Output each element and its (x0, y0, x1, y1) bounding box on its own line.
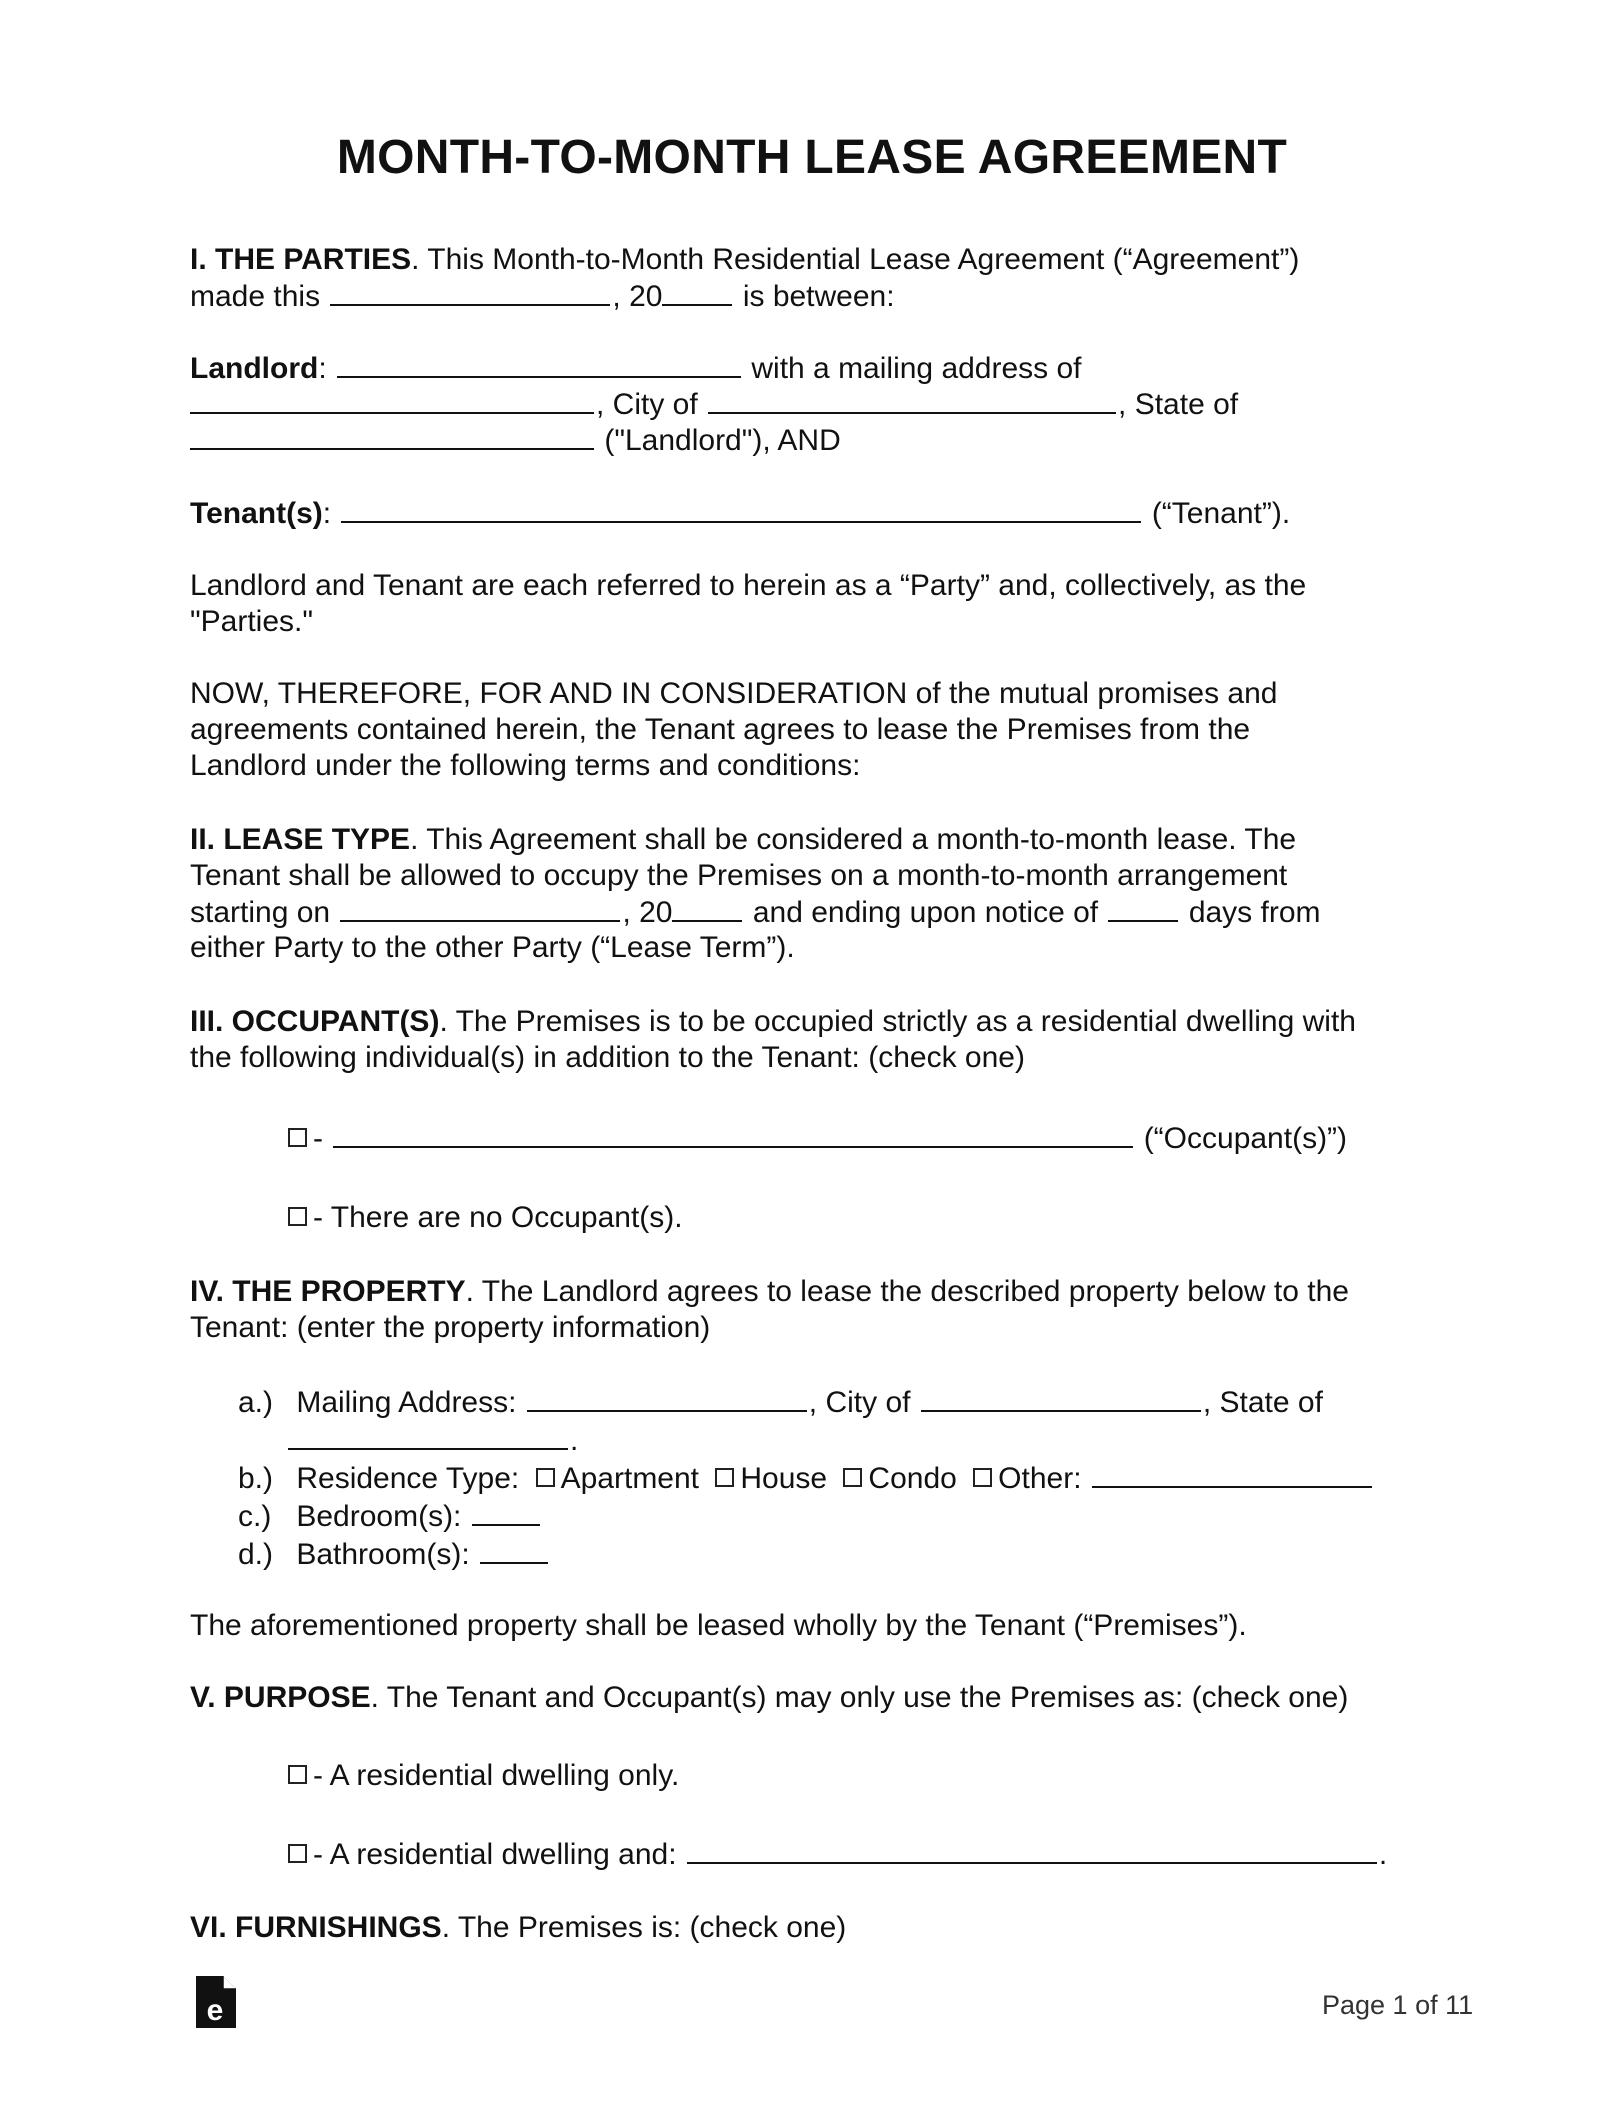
city-of-label: , City of (596, 388, 698, 421)
landlord-colon: : (318, 352, 327, 385)
condo-checkbox[interactable] (843, 1468, 862, 1487)
purpose-text-1: . The Tenant and Occupant(s) may only use the Premises as: (check one) (370, 1681, 1349, 1714)
item-d-label: d.) (238, 1538, 274, 1571)
is-between-label: is between: (742, 280, 895, 313)
property-item-a (238, 1384, 1323, 1421)
section-heading-parties: I. THE PARTIES (190, 243, 412, 276)
landlord-state-blank[interactable] (190, 422, 594, 450)
residential-only-checkbox[interactable] (288, 1765, 307, 1784)
notice-days-blank[interactable] (1108, 894, 1178, 922)
landlord-line-1 (190, 350, 1082, 387)
occupants-option-1-prefix: - (313, 1122, 323, 1155)
lease-type-text-1: . This Agreement shall be considered a month-to-month lease. The (410, 823, 1297, 856)
document-title: MONTH-TO-MONTH LEASE AGREEMENT (336, 131, 1288, 184)
tenant-colon: : (322, 497, 332, 530)
party-def-line-2: "Parties." (190, 605, 314, 638)
lease-type-line-2: Tenant shall be allowed to occupy the Premises on a month-to-month arrangement (190, 859, 1288, 892)
premises-definition: The aforementioned property shall be leased wholly by the Tenant (“Premises”). (190, 1609, 1247, 1642)
apartment-label: Apartment (560, 1462, 700, 1495)
apartment-checkbox[interactable] (536, 1468, 555, 1487)
property-item-d (238, 1536, 550, 1573)
property-text-1: . The Landlord agrees to lease the described property below to the (465, 1275, 1349, 1308)
condo-label: Condo (868, 1462, 957, 1495)
state-of-label: , State of (1118, 388, 1239, 421)
parties-line-2 (190, 278, 895, 315)
days-from-label: days from (1188, 896, 1321, 929)
house-checkbox[interactable] (715, 1468, 734, 1487)
start-year-blank[interactable] (672, 894, 742, 922)
occupants-option-2 (288, 1200, 683, 1236)
other-checkbox[interactable] (973, 1468, 992, 1487)
agreement-date-blank[interactable] (330, 278, 610, 306)
occupants-named-checkbox[interactable] (288, 1128, 307, 1147)
property-state-blank[interactable] (288, 1422, 568, 1450)
bedrooms-label: Bedroom(s): (296, 1500, 462, 1533)
no-occupants-checkbox[interactable] (288, 1207, 307, 1226)
property-item-b (238, 1460, 1374, 1497)
parties-text-1: . This Month-to-Month Residential Lease Agreement (“Agreement”) (411, 243, 1300, 276)
property-item-c (238, 1498, 542, 1535)
start-date-blank[interactable] (340, 894, 620, 922)
property-city-blank[interactable] (921, 1384, 1201, 1412)
purpose-option-2 (288, 1836, 1387, 1873)
purpose-line-1 (190, 1680, 1348, 1716)
landlord-line-3 (190, 422, 841, 459)
now-therefore-line-1: NOW, THEREFORE, FOR AND IN CONSIDERATION of the mutual promises and (190, 677, 1278, 710)
landlord-line-2 (190, 386, 1238, 423)
landlord-city-blank[interactable] (708, 386, 1116, 414)
lease-type-line-1 (190, 822, 1296, 858)
occupant-names-blank[interactable] (333, 1120, 1133, 1148)
property-address-blank[interactable] (527, 1384, 807, 1412)
property-line-2: Tenant: (enter the property information) (190, 1311, 711, 1344)
purpose-period: . (1378, 1838, 1388, 1871)
property-line-1 (190, 1274, 1349, 1310)
occupants-text-1: . The Premises is to be occupied strictly as a residential dwelling with (439, 1005, 1356, 1038)
bedrooms-blank[interactable] (472, 1498, 540, 1526)
now-therefore-line-3: Landlord under the following terms and conditions: (190, 749, 861, 782)
item-a-label: a.) (238, 1386, 274, 1419)
residential-and-checkbox[interactable] (288, 1844, 307, 1863)
tenant-label: Tenant(s) (190, 497, 323, 530)
property-state-label: , State of (1202, 1386, 1323, 1419)
purpose-option-1 (288, 1758, 679, 1794)
occupants-line-1 (190, 1004, 1356, 1040)
bathrooms-blank[interactable] (480, 1536, 548, 1564)
tenant-definition: (“Tenant”). (1151, 497, 1291, 530)
property-state-period: . (570, 1424, 579, 1457)
section-heading-property: IV. THE PROPERTY (190, 1275, 466, 1308)
mailing-address-field-label: Mailing Address: (296, 1386, 517, 1419)
residential-only-label: - A residential dwelling only. (313, 1759, 680, 1792)
start-year-prefix: , 20 (622, 896, 673, 929)
lease-type-line-3 (190, 894, 1321, 931)
landlord-name-blank[interactable] (337, 350, 741, 378)
occupants-line-2: the following individual(s) in addition to the Tenant: (check one) (190, 1041, 1025, 1074)
other-label: Other: (998, 1462, 1082, 1495)
additional-purpose-blank[interactable] (687, 1836, 1377, 1864)
section-heading-furnishings: VI. FURNISHINGS (190, 1911, 442, 1944)
occupants-option-1 (288, 1120, 1347, 1157)
landlord-definition: ("Landlord"), AND (604, 424, 841, 457)
landlord-label: Landlord (190, 352, 319, 385)
mailing-address-label: with a mailing address of (751, 352, 1082, 385)
residence-type-label: Residence Type: (296, 1462, 520, 1495)
party-def-line-1: Landlord and Tenant are each referred to herein as a “Party” and, collectively, as the (190, 569, 1307, 602)
ending-notice-label: and ending upon notice of (752, 896, 1099, 929)
bathrooms-label: Bathroom(s): (296, 1538, 470, 1571)
residential-and-label: - A residential dwelling and: (313, 1838, 677, 1871)
landlord-address-blank[interactable] (190, 386, 594, 414)
starting-on-label: starting on (190, 896, 331, 929)
made-this-label: made this (190, 280, 321, 313)
item-c-label: c.) (238, 1500, 272, 1533)
section-heading-purpose: V. PURPOSE (190, 1681, 371, 1714)
tenant-name-blank[interactable] (341, 495, 1141, 523)
property-item-a-cont (288, 1422, 578, 1459)
svg-text:e: e (206, 1994, 224, 2027)
furnishings-line-1 (190, 1910, 846, 1946)
furnishings-text-1: . The Premises is: (check one) (441, 1911, 847, 1944)
no-occupants-label: - There are no Occupant(s). (313, 1201, 683, 1234)
section-heading-lease-type: II. LEASE TYPE (190, 823, 411, 856)
house-label: House (740, 1462, 828, 1495)
section-heading-occupants: III. OCCUPANT(S) (190, 1005, 440, 1038)
lease-type-line-4: either Party to the other Party (“Lease Term”). (190, 931, 795, 964)
agreement-year-blank[interactable] (662, 278, 732, 306)
occupants-option-1-suffix: (“Occupant(s)”) (1143, 1122, 1348, 1155)
page-number: Page 1 of 11 (1322, 1990, 1474, 2020)
item-b-label: b.) (238, 1462, 274, 1495)
other-type-blank[interactable] (1092, 1460, 1372, 1488)
now-therefore-line-2: agreements contained herein, the Tenant agrees to lease the Premises from the (190, 713, 1251, 746)
tenant-line (190, 495, 1290, 532)
year-prefix: , 20 (612, 280, 663, 313)
parties-line-1 (190, 242, 1299, 278)
property-city-label: , City of (808, 1386, 911, 1419)
eforms-logo-icon (196, 1976, 236, 2028)
